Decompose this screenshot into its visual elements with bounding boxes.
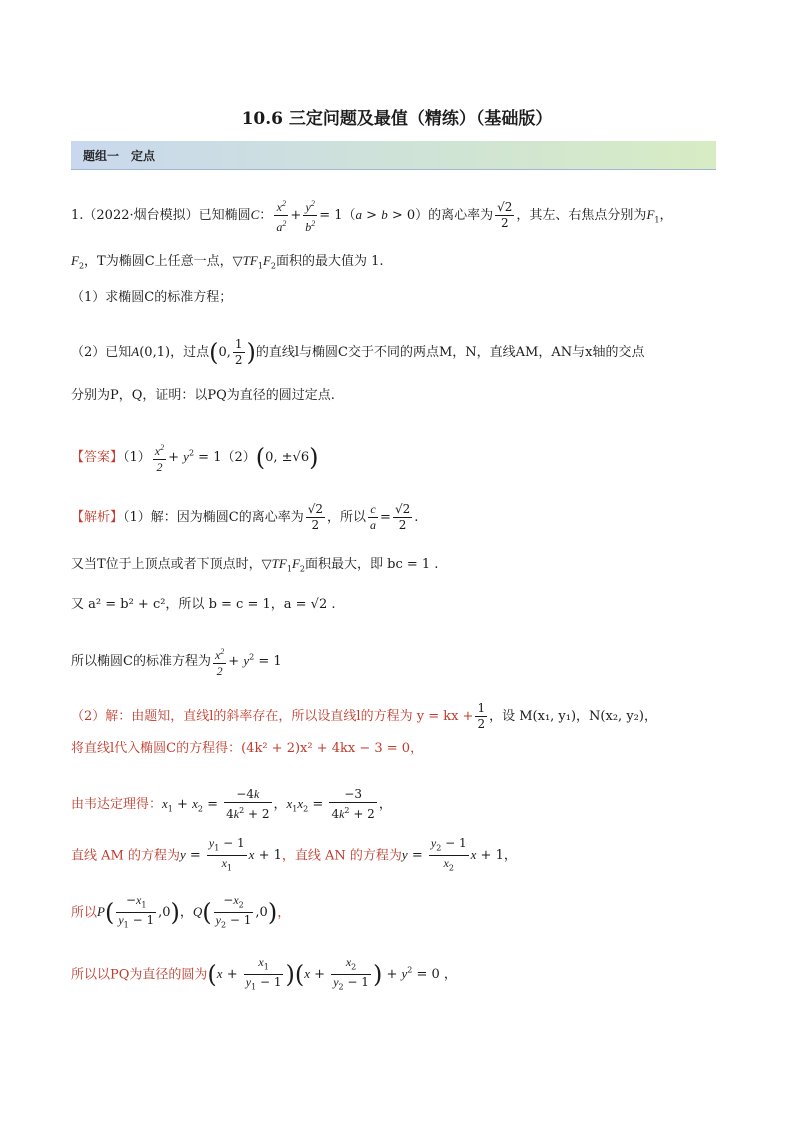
analysis-l2: 又当T位于上顶点或者下顶点时，: [71, 557, 262, 572]
answer-tag: 【答案】: [71, 450, 124, 465]
question-line2-text: ，T为椭圆C上任意一点，: [84, 254, 233, 269]
analysis-l1b: ，所以: [327, 510, 367, 525]
question-intro: 1.（2022·烟台模拟）已知椭圆: [71, 208, 251, 223]
analysis-l4: 所以椭圆C的标准方程为: [71, 654, 211, 669]
analysis-l7: 由韦达定理得：: [71, 797, 163, 812]
analysis-line-2: 又当T位于上顶点或者下顶点时，$▽TF_1F_2$面积最大，即 bc = 1 .: [71, 556, 439, 574]
part2-a: （2）已知: [71, 345, 132, 360]
answer-p1: （1）: [123, 450, 151, 465]
analysis-l5b: ，设 M(x₁, y₁)，N(x₂, y₂)，: [489, 709, 657, 724]
question-line-1: 1.（2022·烟台模拟）已知椭圆C： $\frac{x^2}{a^2}$ + $\frac{y^2}{b^2}$ = 1（a > b > 0）的离心率为 $\frac{√2}{2}$ ，其左、右焦点分别为$F_1$，: [71, 196, 673, 235]
analysis-line-8: 直线 AM 的方程为y = $\frac{y_1 - 1}{x_1}$ x + 1，直线 AN 的方程为y = $\frac{y_2 - 1}{x_2}$ x + 1，: [71, 836, 517, 873]
question-line2b: 面积的最大值为 1.: [275, 254, 384, 269]
analysis-line-4: 所以椭圆C的标准方程为 $\frac{x^2}{2}$ + $y^2 = 1$: [71, 644, 282, 679]
analysis-line-9: 所以P( $\frac{-x_1}{y_1 - 1}$ ,0)，Q( $\frac{-x_2}{y_2 - 1}$ ,0)，: [71, 893, 291, 930]
analysis-l8b: ，直线 AN 的方程为: [281, 848, 402, 864]
part2-b: ，过点: [170, 345, 210, 360]
analysis-l3a: 又 a² = b² + c²，所以 b = c = 1，a =: [71, 597, 307, 612]
analysis-l1a: （1）解：因为椭圆C的离心率为: [123, 510, 304, 525]
answer-p2: （2）: [221, 450, 256, 465]
analysis-l9: 所以: [71, 905, 98, 921]
analysis-tag: 【解析】: [71, 510, 124, 525]
analysis-l8a: 直线 AM 的方程为: [71, 848, 180, 864]
part-2-line-2: 分别为P，Q，证明：以PQ为直径的圆过定点.: [71, 388, 335, 403]
analysis-l10: 所以以PQ为直径的圆为: [71, 967, 208, 983]
analysis-line-10: 所以以PQ为直径的圆为(x + $\frac{x_1}{y_1 - 1}$ )(x + $\frac{x_2}{y_2 - 1}$ ) + $y^2 = 0$ ，: [71, 955, 457, 992]
analysis-line-7: 由韦达定理得：$x_1 + x_2$ = $\frac{-4k}{4k^2 + 2}$ ，$x_1x_2$ = $\frac{-3}{4k^2 + 2}$ ，: [71, 787, 392, 821]
part2-c: 的直线l与椭圆C交于不同的两点M，N，直线AM，AN与x轴的交点: [255, 345, 645, 360]
analysis-l5a: （2）解：由题知，直线l的斜率存在，所以设直线l的方程为 y = kx +: [71, 709, 474, 724]
analysis-line-6: 将直线l代入椭圆C的方程得：(4k² + 2)x² + 4kx − 3 = 0，: [71, 741, 424, 756]
answer-line: 【答案】（1） $\frac{x^2}{2}$ + $y^2 = 1(2)(0$, ±√6): [71, 440, 318, 475]
section-label: 题组一 定点: [83, 149, 156, 163]
foci-text: ，其左、右焦点分别为: [516, 208, 647, 223]
analysis-l2b: 面积最大，即 bc = 1 .: [304, 557, 439, 572]
page-title: 10.6 三定问题及最值（精练）（基础版）: [241, 109, 553, 129]
part-2-line-1: （2）已知A(0,1)，过点(0, $\frac{1}{2}$ )的直线l与椭圆C交于不同的两点M，N，直线AM，AN与x轴的交点: [71, 337, 645, 367]
analysis-line-5: （2）解：由题知，直线l的斜率存在，所以设直线l的方程为 y = kx + $\frac{1}{2}$ ，设 M(x₁, y₁)，N(x₂, y₂)，: [71, 701, 657, 731]
analysis-line-3: 又 a² = b² + c²，所以 b = c = 1，a = √2 .: [71, 597, 336, 612]
analysis-line-1: 【解析】（1）解：因为椭圆C的离心率为 $\frac{√2}{2}$ ，所以 $\frac{c}{a}$ = $\frac{√2}{2}$ .: [71, 502, 419, 532]
question-line-2: $F_2$，T为椭圆C上任意一点，$▽TF_1F_2$面积的最大值为 1.: [71, 253, 384, 271]
section-band: [71, 141, 716, 170]
part-1: （1）求椭圆C的标准方程；: [71, 290, 233, 305]
ecc-text: 的离心率为: [428, 208, 494, 223]
